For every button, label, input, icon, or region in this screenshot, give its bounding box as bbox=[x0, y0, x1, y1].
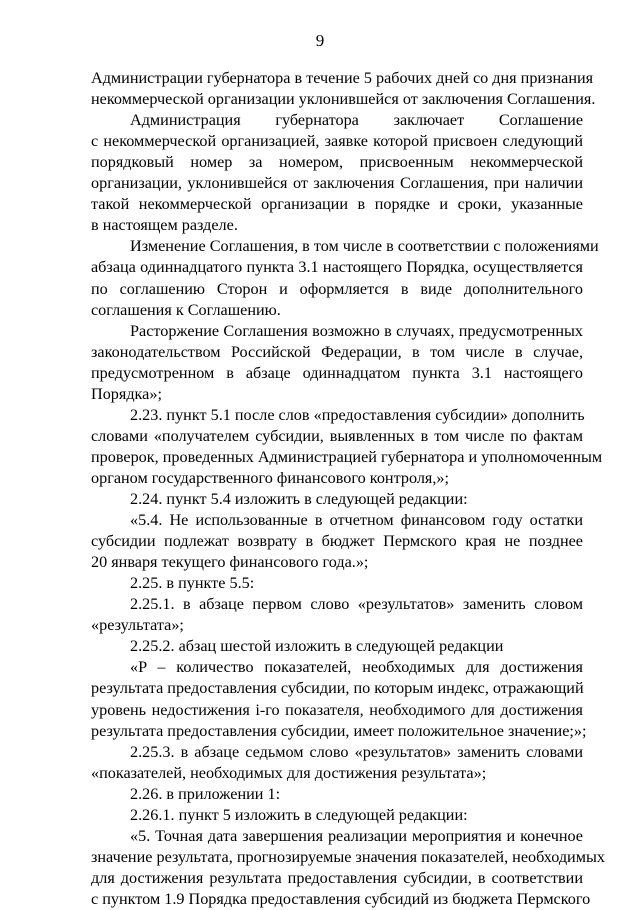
text-line: с пунктом 1.9 Порядка предоставления субсидий из бюджета Пермского bbox=[91, 889, 591, 908]
text-line: значение результата, прогнозируемые значения показателей, необходимых bbox=[91, 847, 605, 866]
text-line: результата предоставления субсидии, по которым индекс, отражающий bbox=[91, 679, 584, 698]
text-line: законодательством Российской Федерации, в том числе в случае, bbox=[91, 342, 583, 361]
text-line: 2.25.1. в абзаце первом слово «результатов» заменить словом bbox=[130, 595, 583, 614]
text-line: соглашения к Соглашению. bbox=[91, 300, 281, 319]
text-line: для достижения результата предоставления субсидии, в соответствии bbox=[91, 868, 583, 887]
text-line: органом государственного финансового контроля,»; bbox=[91, 468, 449, 487]
text-line: 2.23. пункт 5.1 после слов «предоставления субсидии» дополнить bbox=[130, 405, 585, 424]
text-line: 2.25.3. в абзаце седьмом слово «результатов» заменить словами bbox=[130, 742, 583, 761]
text-line: Изменение Соглашения, в том числе в соответствии с положениями bbox=[130, 237, 599, 256]
text-line: такой некоммерческой организации в порядке и сроки, указанные bbox=[91, 195, 583, 214]
text-line: «5. Точная дата завершения реализации мероприятия и конечное bbox=[130, 826, 583, 845]
text-line: 20 января текущего финансового года.»; bbox=[91, 553, 369, 572]
text-line: с некоммерческой организацией, заявке которой присвоен следующий bbox=[91, 132, 583, 151]
text-line: абзаца одиннадцатого пункта 3.1 настоящего Порядка, осуществляется bbox=[91, 258, 583, 277]
text-line: проверок, проведенных Администрацией губернатора и уполномоченным bbox=[91, 447, 603, 466]
text-line: «P – количество показателей, необходимых для достижения bbox=[130, 658, 583, 677]
text-line: порядковый номер за номером, присвоенным некоммерческой bbox=[91, 153, 583, 172]
text-line: 2.25. в пункте 5.5: bbox=[130, 574, 255, 593]
text-line: некоммерческой организации уклонившейся от заключения Соглашения. bbox=[91, 90, 596, 109]
text-line: «показателей, необходимых для достижения результата»; bbox=[91, 763, 487, 782]
text-line: словами «получателем субсидии, выявленных в том числе по фактам bbox=[91, 426, 583, 445]
text-line: 2.25.2. абзац шестой изложить в следующей редакции bbox=[130, 637, 504, 656]
text-line: «5.4. Не использованные в отчетном финансовом году остатки bbox=[130, 511, 583, 530]
text-line: в настоящем разделе. bbox=[91, 216, 238, 235]
text-line: 2.26. в приложении 1: bbox=[130, 784, 281, 803]
text-line: организации, уклонившейся от заключения Соглашения, при наличии bbox=[91, 174, 583, 193]
text-line: Порядка»; bbox=[91, 384, 162, 403]
text-line: 2.26.1. пункт 5 изложить в следующей редакции: bbox=[130, 805, 468, 824]
text-line: Администрация губернатора заключает Соглашение bbox=[130, 111, 583, 130]
text-line: Администрации губернатора в течение 5 рабочих дней со дня признания bbox=[91, 69, 594, 87]
text-line: уровень недостижения i-го показателя, необходимого для достижения bbox=[91, 700, 583, 719]
page-number: 9 bbox=[315, 31, 325, 50]
text-line: предусмотренном в абзаце одиннадцатом пункта 3.1 настоящего bbox=[91, 363, 583, 382]
text-line: 2.24. пункт 5.4 изложить в следующей редакции: bbox=[130, 490, 468, 508]
text-line: по соглашению Сторон и оформляется в виде дополнительного bbox=[91, 279, 583, 298]
text-line: Расторжение Соглашения возможно в случаях, предусмотренных bbox=[130, 321, 583, 340]
text-line: «результата»; bbox=[91, 616, 184, 635]
text-line: субсидии подлежат возврату в бюджет Пермского края не позднее bbox=[91, 532, 583, 551]
text-line: результата предоставления субсидии, имеет положительное значение;»; bbox=[91, 721, 587, 740]
